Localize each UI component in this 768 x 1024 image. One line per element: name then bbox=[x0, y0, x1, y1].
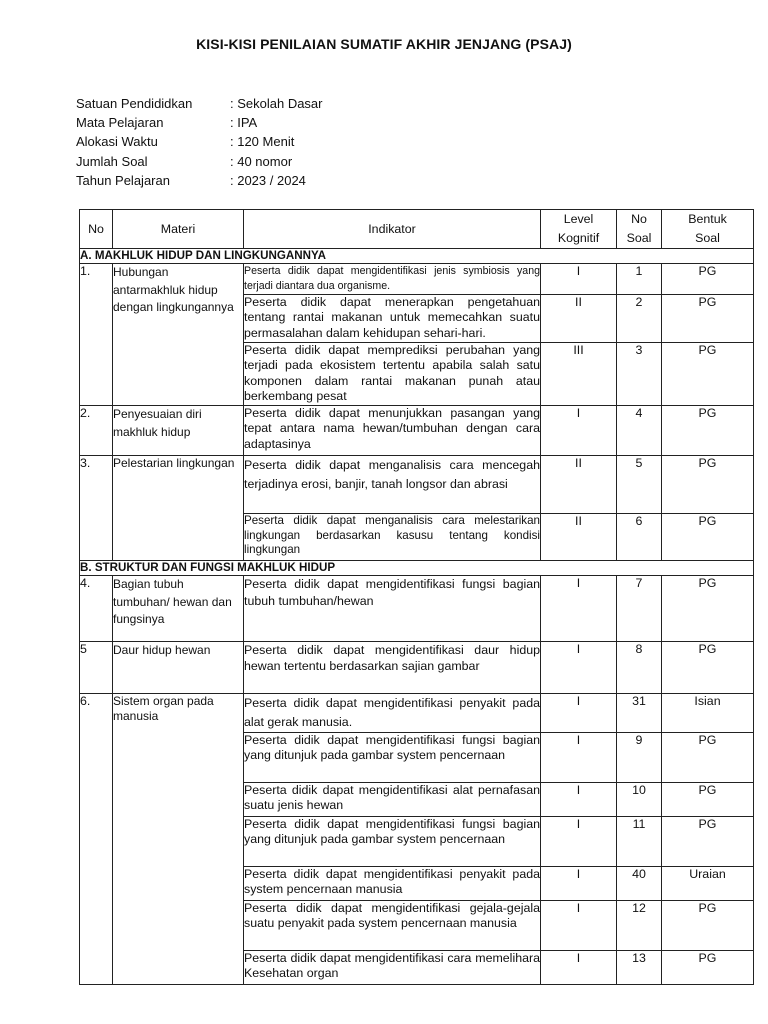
cell-materi: Penyesuaian diri makhluk hidup bbox=[113, 406, 244, 456]
cell-indikator: Peserta didik dapat mengidentifikasi penyakit pada alat gerak manusia. bbox=[244, 694, 541, 733]
header-level-line1: Level bbox=[563, 212, 594, 226]
cell-no: 6. bbox=[80, 694, 113, 985]
cell-bentuk: PG bbox=[662, 817, 754, 867]
cell-bentuk: PG bbox=[662, 733, 754, 783]
table-row bbox=[80, 576, 754, 642]
cell-no: 4. bbox=[80, 576, 113, 642]
cell-no: 1. bbox=[80, 264, 113, 406]
meta-value: : Sekolah Dasar bbox=[230, 96, 323, 111]
cell-no-soal: 10 bbox=[617, 783, 662, 817]
kisi-kisi-table bbox=[79, 209, 754, 985]
cell-level: III bbox=[541, 343, 617, 406]
table-row bbox=[80, 456, 754, 514]
cell-no-soal: 3 bbox=[617, 343, 662, 406]
cell-bentuk: PG bbox=[662, 295, 754, 343]
cell-no-soal: 40 bbox=[617, 867, 662, 901]
cell-indikator: Peserta didik dapat mengidentifikasi jenis symbiosis yang terjadi diantara dua organisme. bbox=[244, 264, 541, 295]
header-bentuk bbox=[662, 210, 754, 249]
cell-indikator: Peserta didik dapat mengidentifikasi alat pernafasan suatu jenis hewan bbox=[244, 783, 541, 817]
meta-value: : 120 Menit bbox=[230, 134, 295, 150]
cell-no-soal: 5 bbox=[617, 456, 662, 514]
cell-no-soal: 9 bbox=[617, 733, 662, 783]
cell-bentuk: PG bbox=[662, 514, 754, 561]
header-bentuk-line1: Bentuk bbox=[688, 212, 727, 226]
cell-bentuk: PG bbox=[662, 343, 754, 406]
cell-indikator: Peserta didik dapat memprediksi perubahan yang terjadi pada ekosistem tertentu apabila salah satu komponen dalam rantai makanan punah atau berkembang pesat bbox=[244, 343, 541, 406]
cell-level: I bbox=[541, 783, 617, 817]
header-level bbox=[541, 210, 617, 249]
cell-no-soal: 2 bbox=[617, 295, 662, 343]
meta-key: Satuan Pendididkan bbox=[76, 96, 193, 111]
cell-no-soal: 31 bbox=[617, 694, 662, 733]
cell-materi: Bagian tubuh tumbuhan/ hewan dan fungsinya bbox=[113, 576, 244, 642]
cell-level: I bbox=[541, 817, 617, 867]
cell-no: 2. bbox=[80, 406, 113, 456]
meta-value: : 40 nomor bbox=[230, 153, 293, 169]
cell-materi: Pelestarian lingkungan bbox=[113, 456, 244, 561]
cell-indikator: Peserta didik dapat mengidentifikasi gejala-gejala suatu penyakit pada system pencernaan manusia bbox=[244, 901, 541, 951]
meta-row-tahun bbox=[76, 171, 323, 190]
cell-no-soal: 8 bbox=[617, 642, 662, 694]
cell-level: I bbox=[541, 642, 617, 694]
cell-bentuk: PG bbox=[662, 406, 754, 456]
table-row bbox=[80, 264, 754, 295]
table-row bbox=[80, 694, 754, 733]
cell-no-soal: 7 bbox=[617, 576, 662, 642]
meta-key: Jumlah Soal bbox=[76, 153, 148, 169]
cell-level: II bbox=[541, 456, 617, 514]
cell-indikator: Peserta didik dapat menganalisis cara melestarikan lingkungan berdasarkan kasusu tentang kondisi lingkungan bbox=[244, 514, 541, 561]
header-nosoal-line2: Soal bbox=[626, 231, 652, 245]
cell-indikator: Peserta didik dapat mengidentifikasi fungsi bagian yang ditunjuk pada gambar system pencernaan bbox=[244, 817, 541, 867]
meta-value: : IPA bbox=[230, 115, 258, 131]
meta-row-jumlah bbox=[76, 152, 323, 171]
meta-row-satuan bbox=[76, 94, 323, 113]
table-row bbox=[80, 642, 754, 694]
meta-row-alokasi bbox=[76, 132, 323, 151]
cell-no: 3. bbox=[80, 456, 113, 561]
cell-level: I bbox=[541, 951, 617, 985]
cell-level: II bbox=[541, 514, 617, 561]
cell-bentuk: PG bbox=[662, 576, 754, 642]
cell-no: 5 bbox=[80, 642, 113, 694]
meta-key: Mata Pelajaran bbox=[76, 115, 164, 131]
meta-row-mapel bbox=[76, 113, 323, 132]
header-materi: Materi bbox=[113, 210, 244, 249]
header-level-line2: Kognitif bbox=[557, 231, 600, 245]
header-indikator: Indikator bbox=[244, 210, 541, 249]
cell-no-soal: 1 bbox=[617, 264, 662, 295]
section-title: A. MAKHLUK HIDUP DAN LINGKUNGANNYA bbox=[80, 249, 754, 264]
cell-level: I bbox=[541, 406, 617, 456]
cell-indikator: Peserta didik dapat mengidentifikasi cara memelihara Kesehatan organ bbox=[244, 951, 541, 985]
cell-no-soal: 11 bbox=[617, 817, 662, 867]
header-nosoal-line1: No bbox=[631, 212, 647, 226]
cell-level: I bbox=[541, 901, 617, 951]
cell-level: I bbox=[541, 576, 617, 642]
section-row bbox=[80, 561, 754, 576]
cell-materi: Hubungan antarmakhluk hidup dengan lingkungannya bbox=[113, 264, 244, 406]
cell-materi: Sistem organ pada manusia bbox=[113, 694, 244, 985]
table-row bbox=[80, 406, 754, 456]
cell-bentuk: PG bbox=[662, 456, 754, 514]
cell-bentuk: PG bbox=[662, 901, 754, 951]
cell-indikator: Peserta didik dapat menunjukkan pasangan yang tepat antara nama hewan/tumbuhan dengan cara adaptasinya bbox=[244, 406, 541, 456]
cell-bentuk: PG bbox=[662, 642, 754, 694]
cell-no-soal: 12 bbox=[617, 901, 662, 951]
header-no: No bbox=[80, 210, 113, 249]
cell-indikator: Peserta didik dapat mengidentifikasi fungsi bagian yang ditunjuk pada gambar system pencernaan bbox=[244, 733, 541, 783]
cell-level: I bbox=[541, 264, 617, 295]
cell-indikator: Peserta didik dapat menerapkan pengetahuan tentang rantai makanan untuk memecahkan suatu permasalahan dalam kehidupan sehari-hari. bbox=[244, 295, 541, 343]
meta-key: Alokasi Waktu bbox=[76, 134, 158, 150]
cell-bentuk: Isian bbox=[662, 694, 754, 733]
cell-no-soal: 4 bbox=[617, 406, 662, 456]
cell-bentuk: PG bbox=[662, 783, 754, 817]
cell-materi: Daur hidup hewan bbox=[113, 642, 244, 694]
document-title: KISI-KISI PENILAIAN SUMATIF AKHIR JENJANG (PSAJ) bbox=[196, 36, 572, 52]
meta-value: : 2023 / 2024 bbox=[230, 172, 306, 188]
cell-bentuk: Uraian bbox=[662, 867, 754, 901]
meta-key: Tahun Pelajaran bbox=[76, 172, 170, 188]
section-row bbox=[80, 249, 754, 264]
cell-no-soal: 13 bbox=[617, 951, 662, 985]
header-no-soal bbox=[617, 210, 662, 249]
section-title: B. STRUKTUR DAN FUNGSI MAKHLUK HIDUP bbox=[80, 561, 754, 576]
cell-indikator: Peserta didik dapat mengidentifikasi fungsi bagian tubuh tumbuhan/hewan bbox=[244, 576, 541, 642]
table-header-row bbox=[80, 210, 754, 249]
cell-level: I bbox=[541, 867, 617, 901]
cell-level: I bbox=[541, 733, 617, 783]
cell-level: I bbox=[541, 694, 617, 733]
cell-indikator: Peserta didik dapat mengidentifikasi daur hidup hewan tertentu berdasarkan sajian gambar bbox=[244, 642, 541, 694]
cell-bentuk: PG bbox=[662, 264, 754, 295]
document-meta bbox=[76, 94, 323, 190]
header-bentuk-line2: Soal bbox=[695, 231, 720, 245]
cell-no-soal: 6 bbox=[617, 514, 662, 561]
cell-indikator: Peserta didik dapat menganalisis cara mencegah terjadinya erosi, banjir, tanah longsor dan abrasi bbox=[244, 456, 541, 514]
cell-bentuk: PG bbox=[662, 951, 754, 985]
cell-indikator: Peserta didik dapat mengidentifikasi penyakit pada system pencernaan manusia bbox=[244, 867, 541, 901]
cell-level: II bbox=[541, 295, 617, 343]
